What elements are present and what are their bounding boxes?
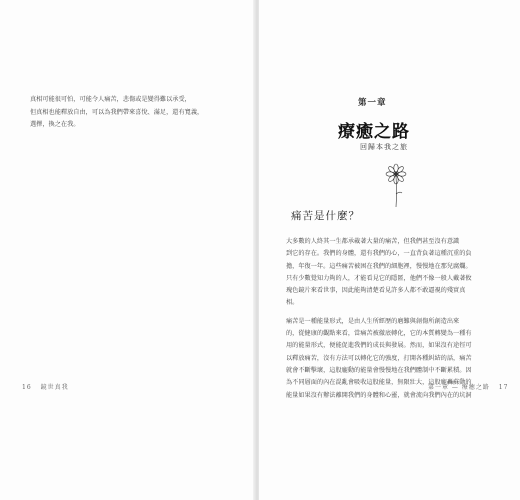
flower-illustration bbox=[381, 162, 411, 208]
left-text-line: 但真相也能釋放自由，可以為我們帶來喜悅、滿足，還有寬義， bbox=[30, 108, 204, 116]
paragraph-line: 為不同層面的內在混亂會吸收這股能量，無限壯大，這股龐轟蘇動的 bbox=[286, 379, 472, 387]
left-page-footer bbox=[16, 382, 69, 391]
right-running-head: 第一章 — 療癒之路 bbox=[428, 384, 490, 391]
paragraph-line: 到它的存在。我們的身體，還有我們的心，一直背負著這種沉重的負 bbox=[286, 250, 472, 258]
left-page-text bbox=[30, 94, 240, 132]
paragraph-line: 用的能量形式，便能促進我們的成長與發展。然而，如果沒有途徑可 bbox=[286, 342, 472, 350]
paragraph-line: 能量如果沒有辦法離開我們的身體和心靈，就會流向我們內在的坑洞 bbox=[286, 391, 472, 399]
paragraph-line: 只有少數覺知力夠的人，才能看見它的隱匿，他們不像一般人戴著攸 bbox=[286, 274, 472, 282]
paragraph-line: 以釋放痛苦，沒有方法可以轉化它的強度，打開各種糾結的話，痛苦 bbox=[286, 354, 472, 362]
paragraph-line: 大多數的人終其一生都承載著大量的痛苦，但我們甚至沒有意識 bbox=[286, 238, 460, 245]
paragraph-1 bbox=[286, 236, 496, 310]
paragraph-line: 瑰色鏡片來看世事，因此能夠清楚看見許多人都不敢逼視的殘實真 bbox=[286, 287, 466, 295]
left-page-number: 16 bbox=[22, 384, 32, 391]
chapter-subtitle: 回歸本我之旅 bbox=[360, 143, 408, 151]
left-running-head: 鏡世真我 bbox=[40, 384, 69, 391]
right-page-footer bbox=[428, 382, 514, 391]
paragraph-line: 就會不斷擊壞，這股龐動的能量會慢慢地在我們體制中不斷累積。因 bbox=[286, 366, 472, 374]
section-title: 痛苦是什麼？ bbox=[291, 210, 360, 222]
paragraph-line: 痛苦是一種能量形式，是由人生所經歷的磨難與創傷所創造出來 bbox=[286, 317, 460, 325]
chapter-label: 第一章 bbox=[358, 98, 387, 108]
paragraph-line: 的，從健康的觀點來看，當痛苦被徹底轉化，它的本質轉變為一種有 bbox=[286, 330, 472, 338]
chapter-title: 療癒之路 bbox=[338, 122, 410, 142]
paragraph-line: 擔，年復一年。這些痛苦被困在我們的細胞裡，慢慢地在那兒腐爛。 bbox=[286, 262, 472, 270]
paragraph-line: 相。 bbox=[286, 299, 299, 307]
left-page bbox=[0, 0, 255, 500]
right-page-number: 17 bbox=[498, 384, 509, 391]
left-text-line: 真相可能很可怕，可能令人痛苦，悲傷或是變得難以承受， bbox=[30, 96, 191, 103]
left-text-line: 選擇，換之在我。 bbox=[30, 121, 80, 129]
